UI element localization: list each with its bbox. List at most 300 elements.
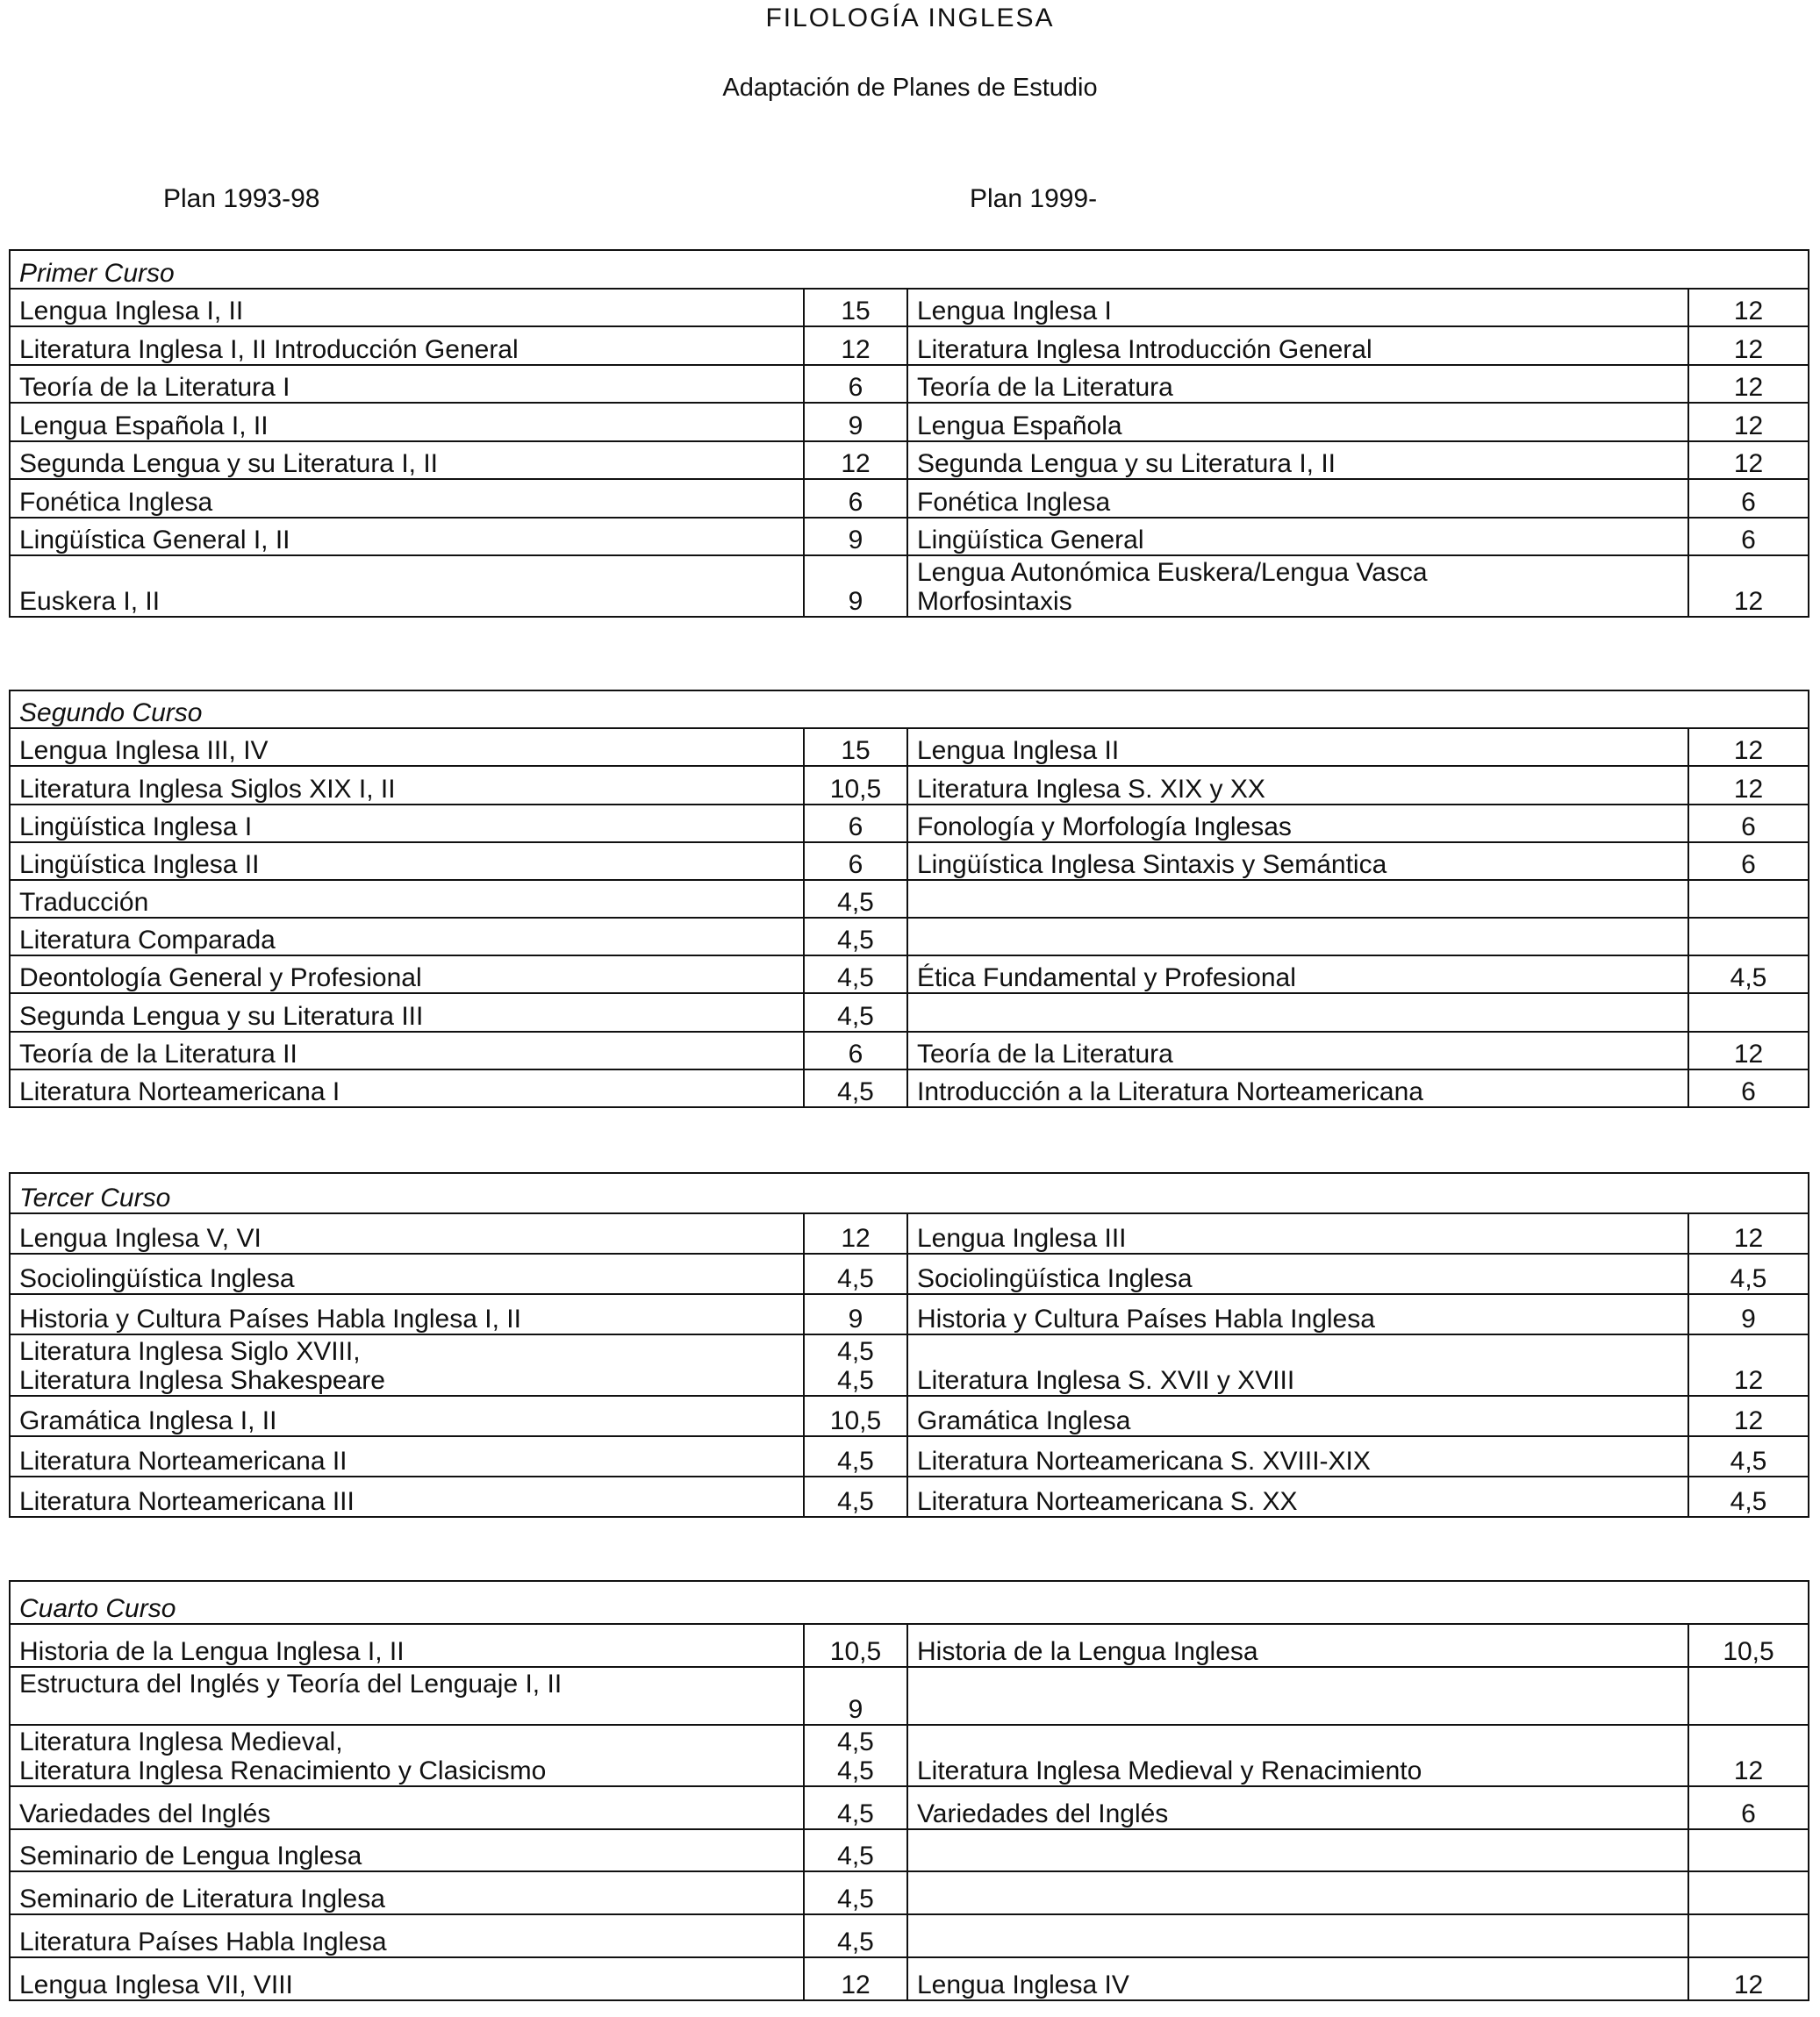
- section-heading: Primer Curso: [10, 250, 1809, 289]
- new-subject: Fonología y Morfología Inglesas: [917, 812, 1292, 841]
- old-subject-cell: [10, 518, 804, 556]
- new-subject-cell: [907, 1396, 1688, 1436]
- old-credits-cell: [804, 1069, 907, 1107]
- table-row: [10, 918, 1809, 955]
- old-subject-cell: [10, 805, 804, 842]
- new-credits: 12: [1733, 373, 1764, 402]
- new-credits-cell: [1688, 289, 1809, 327]
- table-row: [10, 805, 1809, 842]
- table-row: [10, 289, 1809, 327]
- new-credits-cell: [1688, 918, 1809, 955]
- new-credits: 4,5: [1730, 1264, 1767, 1293]
- table-row: [10, 1624, 1809, 1667]
- new-credits-cell: [1688, 365, 1809, 404]
- old-credits-cell: [804, 1396, 907, 1436]
- old-credits-cell: [804, 1957, 907, 2000]
- old-credits-cell: [804, 1914, 907, 1957]
- old-credits: 4,5: [837, 1001, 874, 1031]
- new-credits-cell: [1688, 1213, 1809, 1254]
- new-subject: Gramática Inglesa: [917, 1406, 1131, 1435]
- old-subject-cell: [10, 1624, 804, 1667]
- new-subject-cell: [907, 1786, 1688, 1829]
- old-credits: 9: [848, 1694, 863, 1724]
- table-row: [10, 1213, 1809, 1254]
- new-subject: Sociolingüística Inglesa: [917, 1264, 1193, 1293]
- new-credits-cell: [1688, 1032, 1809, 1069]
- table-row: [10, 479, 1809, 518]
- old-credits-cell: [804, 766, 907, 804]
- old-credits: 10,5: [829, 1406, 882, 1435]
- new-credits: 12: [1733, 449, 1764, 478]
- old-subject-cell: [10, 289, 804, 327]
- table-row: [10, 766, 1809, 804]
- old-subject: Seminario de Lengua Inglesa: [19, 1842, 362, 1871]
- new-credits: 12: [1733, 1224, 1764, 1253]
- new-subject-cell: [907, 1436, 1688, 1477]
- old-subject: Literatura Norteamericana I: [19, 1077, 340, 1106]
- old-subject-cell: [10, 955, 804, 993]
- section-primer-curso: [9, 249, 1808, 618]
- old-subject: Literatura Inglesa I, II Introducción General: [19, 334, 519, 364]
- new-subject: Lengua Inglesa III: [917, 1224, 1127, 1253]
- old-credits: 4,5: [837, 1487, 874, 1516]
- old-subject: Lingüística Inglesa II: [19, 849, 260, 879]
- table-row: [10, 365, 1809, 404]
- old-credits-cell: [804, 1725, 907, 1786]
- old-subject: Lengua Inglesa V, VI: [19, 1224, 262, 1253]
- table-row: [10, 728, 1809, 766]
- old-subject: Estructura del Inglés y Teoría del Lenguaje I, II: [19, 1669, 562, 1699]
- new-subject: Introducción a la Literatura Norteamericana: [917, 1077, 1423, 1106]
- old-subject-cell: [10, 365, 804, 404]
- new-subject-cell: [907, 403, 1688, 441]
- new-credits-cell: [1688, 1957, 1809, 2000]
- old-credits-cell: [804, 728, 907, 766]
- new-subject-cell: [907, 289, 1688, 327]
- new-subject-cell: [907, 479, 1688, 518]
- old-subject-cell: [10, 1786, 804, 1829]
- old-subject: Gramática Inglesa I, II: [19, 1406, 277, 1435]
- old-subject-cell: [10, 918, 804, 955]
- new-subject: Lengua Inglesa I: [917, 297, 1112, 325]
- new-credits: 12: [1733, 1039, 1764, 1069]
- old-credits: 6: [848, 1039, 863, 1069]
- old-subject: Euskera I, II: [19, 587, 161, 616]
- old-subject-cell: [10, 1725, 804, 1786]
- old-subject-cell: [10, 1294, 804, 1334]
- new-subject-cell: [907, 518, 1688, 556]
- table-row: [10, 441, 1809, 480]
- new-subject: Lengua Española: [917, 411, 1122, 440]
- new-subject: Segunda Lengua y su Literatura I, II: [917, 449, 1336, 478]
- old-credits: 4,5: [837, 926, 874, 955]
- new-subject: Morfosintaxis: [917, 587, 1072, 616]
- old-subject: Lengua Inglesa VII, VIII: [19, 1971, 293, 1999]
- new-subject: Literatura Inglesa Introducción General: [917, 334, 1372, 364]
- new-credits: 4,5: [1730, 963, 1767, 993]
- old-subject: Literatura Norteamericana II: [19, 1447, 348, 1476]
- old-credits-cell: [804, 289, 907, 327]
- old-credits: 12: [841, 1971, 871, 1999]
- old-subject-cell: [10, 728, 804, 766]
- new-credits: 4,5: [1730, 1447, 1767, 1476]
- old-subject: Sociolingüística Inglesa: [19, 1264, 295, 1293]
- old-credits-cell: [804, 1667, 907, 1725]
- new-credits: 12: [1733, 736, 1764, 766]
- section-heading: Segundo Curso: [10, 690, 1809, 728]
- old-subject: Deontología General y Profesional: [19, 963, 422, 993]
- old-credits: 4,5: [837, 1366, 874, 1395]
- table-row: [10, 1957, 1809, 2000]
- new-credits-cell: [1688, 1914, 1809, 1957]
- new-subject-cell: [907, 1957, 1688, 2000]
- old-credits-cell: [804, 1334, 907, 1396]
- new-subject-cell: [907, 555, 1688, 617]
- new-subject-cell: [907, 1914, 1688, 1957]
- old-credits: 4,5: [837, 963, 874, 993]
- old-credits: 4,5: [837, 1799, 874, 1828]
- new-subject: Lengua Inglesa IV: [917, 1971, 1129, 1999]
- new-subject: Teoría de la Literatura: [917, 373, 1173, 402]
- table-row: [10, 1294, 1809, 1334]
- old-subject-cell: [10, 1829, 804, 1872]
- table-row: [10, 518, 1809, 556]
- old-subject: Lengua Española I, II: [19, 411, 269, 440]
- old-subject: Variedades del Inglés: [19, 1799, 271, 1828]
- old-subject: Literatura Países Habla Inglesa: [19, 1928, 387, 1957]
- old-credits: 4,5: [837, 1842, 874, 1871]
- new-subject-cell: [907, 326, 1688, 365]
- old-credits-cell: [804, 842, 907, 880]
- old-credits: 10,5: [829, 774, 882, 804]
- new-subject-cell: [907, 993, 1688, 1031]
- new-subject-cell: [907, 365, 1688, 404]
- old-credits-cell: [804, 1871, 907, 1914]
- new-subject: Literatura Norteamericana S. XX: [917, 1487, 1298, 1516]
- new-subject-cell: [907, 1294, 1688, 1334]
- old-subject-cell: [10, 403, 804, 441]
- plan-new-label: Plan 1999-: [970, 184, 1098, 213]
- old-subject: Literatura Inglesa Shakespeare: [19, 1366, 385, 1395]
- table-row: [10, 955, 1809, 993]
- new-credits: 12: [1733, 1406, 1764, 1435]
- table-row: [10, 403, 1809, 441]
- old-credits: 15: [841, 736, 871, 766]
- new-credits-cell: [1688, 1786, 1809, 1829]
- old-subject-cell: [10, 479, 804, 518]
- old-subject-cell: [10, 842, 804, 880]
- old-credits-cell: [804, 403, 907, 441]
- old-subject-cell: [10, 1396, 804, 1436]
- old-subject: Traducción: [19, 888, 149, 918]
- table-row: [10, 555, 1809, 617]
- table-row: [10, 326, 1809, 365]
- new-credits-cell: [1688, 993, 1809, 1031]
- new-credits: 6: [1741, 1077, 1756, 1106]
- new-subject: Variedades del Inglés: [917, 1799, 1169, 1828]
- new-credits-cell: [1688, 1294, 1809, 1334]
- old-subject-cell: [10, 1914, 804, 1957]
- old-credits: 9: [848, 411, 863, 440]
- table-row: [10, 1786, 1809, 1829]
- new-credits-cell: [1688, 1254, 1809, 1294]
- old-subject: Literatura Inglesa Siglo XVIII,: [19, 1337, 361, 1366]
- new-subject-cell: [907, 805, 1688, 842]
- old-credits-cell: [804, 993, 907, 1031]
- new-credits-cell: [1688, 1436, 1809, 1477]
- old-subject: Literatura Inglesa Medieval,: [19, 1727, 343, 1756]
- new-credits-cell: [1688, 1477, 1809, 1517]
- new-subject-cell: [907, 1871, 1688, 1914]
- new-subject: Historia de la Lengua Inglesa: [917, 1636, 1258, 1666]
- section-cuarto-curso: [9, 1580, 1808, 2001]
- new-subject: Historia y Cultura Países Habla Inglesa: [917, 1305, 1375, 1334]
- new-credits: 12: [1733, 587, 1764, 616]
- old-credits-cell: [804, 1294, 907, 1334]
- new-subject: Lengua Inglesa II: [917, 736, 1120, 766]
- new-subject: Literatura Inglesa Medieval y Renacimiento: [917, 1756, 1422, 1785]
- new-credits: 6: [1741, 487, 1756, 517]
- new-credits: 12: [1733, 334, 1764, 364]
- old-subject: Segunda Lengua y su Literatura III: [19, 1001, 424, 1031]
- old-credits-cell: [804, 365, 907, 404]
- old-credits: 9: [848, 526, 863, 554]
- section-heading-row: [10, 250, 1809, 289]
- old-subject-cell: [10, 1667, 804, 1725]
- new-credits-cell: [1688, 518, 1809, 556]
- old-credits: 9: [848, 1305, 863, 1334]
- old-subject-cell: [10, 1477, 804, 1517]
- table-row: [10, 1667, 1809, 1725]
- old-subject: Lingüística General I, II: [19, 526, 290, 554]
- new-credits-cell: [1688, 1624, 1809, 1667]
- new-subject-cell: [907, 766, 1688, 804]
- new-credits-cell: [1688, 766, 1809, 804]
- old-credits: 4,5: [837, 1447, 874, 1476]
- new-subject: Fonética Inglesa: [917, 487, 1111, 517]
- document-subtitle: Adaptación de Planes de Estudio: [722, 74, 1098, 102]
- table-row: [10, 1254, 1809, 1294]
- course-table: [9, 249, 1809, 618]
- table-row: [10, 1436, 1809, 1477]
- new-credits-cell: [1688, 880, 1809, 918]
- old-subject: Teoría de la Literatura I: [19, 373, 290, 402]
- table-row: [10, 1069, 1809, 1107]
- new-credits: 12: [1733, 774, 1764, 804]
- new-subject-cell: [907, 1254, 1688, 1294]
- new-subject-cell: [907, 1477, 1688, 1517]
- old-subject-cell: [10, 555, 804, 617]
- section-heading-row: [10, 1173, 1809, 1213]
- new-subject-cell: [907, 1829, 1688, 1872]
- section-tercer-curso: [9, 1172, 1808, 1518]
- old-credits: 6: [848, 487, 863, 517]
- old-subject-cell: [10, 326, 804, 365]
- old-subject: Teoría de la Literatura II: [19, 1039, 297, 1069]
- new-subject: Lingüística General: [917, 526, 1144, 554]
- old-subject-cell: [10, 1436, 804, 1477]
- new-subject-cell: [907, 1334, 1688, 1396]
- new-credits-cell: [1688, 479, 1809, 518]
- new-credits-cell: [1688, 842, 1809, 880]
- new-credits: 4,5: [1730, 1487, 1767, 1516]
- old-credits-cell: [804, 555, 907, 617]
- table-row: [10, 1871, 1809, 1914]
- new-credits: 12: [1733, 1756, 1764, 1785]
- new-credits: 6: [1741, 849, 1756, 879]
- old-credits-cell: [804, 1032, 907, 1069]
- table-row: [10, 842, 1809, 880]
- table-row: [10, 993, 1809, 1031]
- old-credits: 4,5: [837, 1264, 874, 1293]
- old-subject: Seminario de Literatura Inglesa: [19, 1885, 385, 1914]
- course-table: [9, 690, 1809, 1108]
- new-credits: 10,5: [1723, 1636, 1774, 1666]
- old-subject-cell: [10, 880, 804, 918]
- new-credits-cell: [1688, 728, 1809, 766]
- new-credits-cell: [1688, 403, 1809, 441]
- old-credits: 4,5: [837, 1337, 874, 1366]
- old-credits-cell: [804, 880, 907, 918]
- table-row: [10, 880, 1809, 918]
- table-row: [10, 1334, 1809, 1396]
- old-subject: Fonética Inglesa: [19, 487, 213, 517]
- section-heading-row: [10, 1581, 1809, 1624]
- old-credits: 4,5: [837, 1727, 874, 1756]
- old-subject: Literatura Norteamericana III: [19, 1487, 355, 1516]
- plan-old-label: Plan 1993-98: [163, 184, 320, 213]
- old-credits: 12: [841, 334, 871, 364]
- new-subject-cell: [907, 1725, 1688, 1786]
- table-row: [10, 1914, 1809, 1957]
- new-credits: 12: [1733, 1971, 1764, 1999]
- old-subject: Literatura Comparada: [19, 926, 276, 955]
- course-table: [9, 1172, 1809, 1518]
- new-subject-cell: [907, 880, 1688, 918]
- new-subject: Ética Fundamental y Profesional: [917, 963, 1296, 993]
- new-credits-cell: [1688, 1829, 1809, 1872]
- old-credits: 4,5: [837, 1077, 874, 1106]
- old-subject: Segunda Lengua y su Literatura I, II: [19, 449, 438, 478]
- new-subject: Literatura Norteamericana S. XVIII-XIX: [917, 1447, 1371, 1476]
- table-row: [10, 1032, 1809, 1069]
- old-subject-cell: [10, 993, 804, 1031]
- old-credits-cell: [804, 479, 907, 518]
- new-subject-cell: [907, 1667, 1688, 1725]
- new-credits: 12: [1733, 1366, 1764, 1395]
- new-credits-cell: [1688, 1667, 1809, 1725]
- old-credits-cell: [804, 918, 907, 955]
- new-subject-cell: [907, 955, 1688, 993]
- old-subject-cell: [10, 766, 804, 804]
- new-credits-cell: [1688, 1069, 1809, 1107]
- old-subject-cell: [10, 1213, 804, 1254]
- old-credits: 12: [841, 449, 871, 478]
- old-credits-cell: [804, 1786, 907, 1829]
- old-subject: Lingüística Inglesa I: [19, 812, 253, 841]
- table-row: [10, 1396, 1809, 1436]
- new-credits-cell: [1688, 1871, 1809, 1914]
- new-credits: 6: [1741, 812, 1756, 841]
- old-credits: 6: [848, 849, 863, 879]
- old-credits: 4,5: [837, 1928, 874, 1957]
- old-subject-cell: [10, 1254, 804, 1294]
- table-row: [10, 1477, 1809, 1517]
- old-credits-cell: [804, 326, 907, 365]
- old-credits-cell: [804, 805, 907, 842]
- table-row: [10, 1725, 1809, 1786]
- new-subject: Teoría de la Literatura: [917, 1039, 1173, 1069]
- new-subject: Literatura Inglesa S. XVII y XVIII: [917, 1366, 1295, 1395]
- document-title: FILOLOGÍA INGLESA: [765, 4, 1055, 32]
- old-credits-cell: [804, 1829, 907, 1872]
- old-subject-cell: [10, 1069, 804, 1107]
- new-subject-cell: [907, 1624, 1688, 1667]
- old-credits: 9: [848, 587, 863, 616]
- new-credits: 6: [1741, 1799, 1756, 1828]
- old-subject: Lengua Inglesa III, IV: [19, 736, 269, 766]
- old-subject: Literatura Inglesa Renacimiento y Clasicismo: [19, 1756, 547, 1785]
- old-credits-cell: [804, 1254, 907, 1294]
- table-row: [10, 1829, 1809, 1872]
- section-heading-row: [10, 690, 1809, 728]
- new-credits-cell: [1688, 805, 1809, 842]
- new-subject: Literatura Inglesa S. XIX y XX: [917, 774, 1265, 804]
- new-subject-cell: [907, 918, 1688, 955]
- new-subject-cell: [907, 728, 1688, 766]
- new-subject-cell: [907, 441, 1688, 480]
- new-subject: Lengua Autonómica Euskera/Lengua Vasca: [917, 558, 1428, 587]
- new-credits-cell: [1688, 1396, 1809, 1436]
- new-credits-cell: [1688, 1334, 1809, 1396]
- old-credits-cell: [804, 1624, 907, 1667]
- old-subject-cell: [10, 1957, 804, 2000]
- section-heading: Cuarto Curso: [10, 1581, 1809, 1624]
- new-credits-cell: [1688, 955, 1809, 993]
- old-credits: 4,5: [837, 888, 874, 918]
- old-credits: 15: [841, 297, 871, 325]
- new-credits-cell: [1688, 441, 1809, 480]
- old-credits: 4,5: [837, 1756, 874, 1785]
- old-subject-cell: [10, 1032, 804, 1069]
- new-credits: 12: [1733, 411, 1764, 440]
- old-subject: Historia y Cultura Países Habla Inglesa I, II: [19, 1305, 521, 1334]
- old-subject-cell: [10, 441, 804, 480]
- old-credits: 4,5: [837, 1885, 874, 1914]
- new-subject-cell: [907, 1069, 1688, 1107]
- course-table: [9, 1580, 1809, 2001]
- new-subject-cell: [907, 842, 1688, 880]
- new-credits-cell: [1688, 1725, 1809, 1786]
- old-credits-cell: [804, 1213, 907, 1254]
- old-credits-cell: [804, 518, 907, 556]
- new-subject-cell: [907, 1213, 1688, 1254]
- new-credits: 12: [1733, 297, 1764, 325]
- new-subject-cell: [907, 1032, 1688, 1069]
- old-subject-cell: [10, 1871, 804, 1914]
- section-segundo-curso: [9, 690, 1808, 1108]
- old-credits-cell: [804, 955, 907, 993]
- old-subject: Lengua Inglesa I, II: [19, 297, 244, 325]
- old-subject: Historia de la Lengua Inglesa I, II: [19, 1636, 405, 1666]
- old-subject: Literatura Inglesa Siglos XIX I, II: [19, 774, 396, 804]
- old-credits: 6: [848, 373, 863, 402]
- old-credits: 6: [848, 812, 863, 841]
- new-credits-cell: [1688, 326, 1809, 365]
- new-credits: 6: [1741, 526, 1756, 554]
- old-credits-cell: [804, 1436, 907, 1477]
- old-credits: 10,5: [829, 1636, 882, 1666]
